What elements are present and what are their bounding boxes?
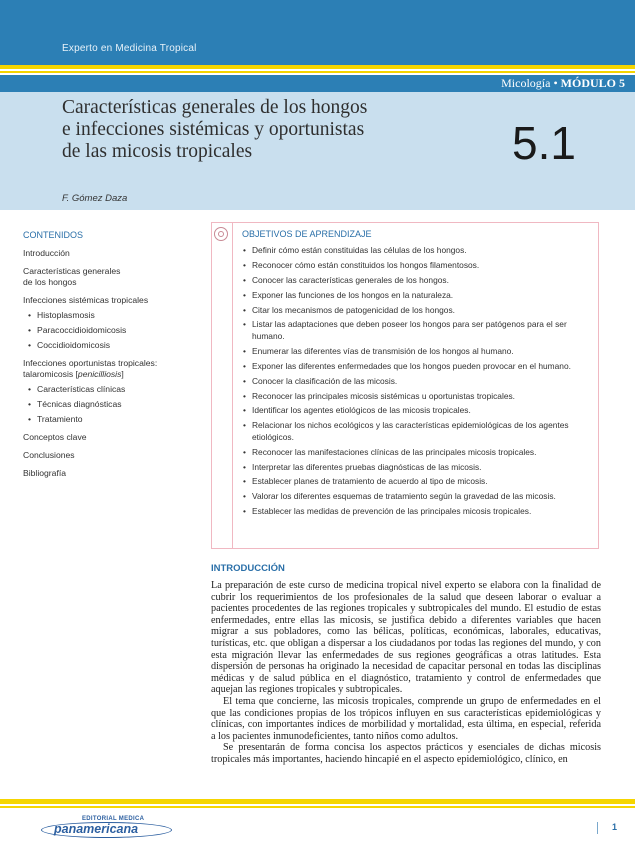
objective-item: • Conocer la clasificación de las micosis. [242, 376, 582, 388]
module-label [501, 76, 625, 91]
chapter-number: 5.1 [512, 117, 576, 169]
page-separator [597, 822, 598, 834]
objective-item: • Interpretar las diferentes pruebas diagnósticas de las micosis. [242, 462, 582, 474]
objective-item: • Exponer las funciones de los hongos en la naturaleza. [242, 290, 582, 302]
toc-subitem[interactable]: • Coccidioidomicosis [23, 340, 183, 351]
objective-item: • Establecer las medidas de prevención de las principales micosis tropicales. [242, 506, 582, 518]
toc-item[interactable]: Conclusiones [23, 450, 75, 460]
objective-item: • Listar las adaptaciones que deben poseer los hongos para ser patógenos para el ser humano. [242, 319, 582, 342]
objectives-divider [232, 223, 233, 548]
objectives-list [242, 245, 582, 521]
footer-yellow-stripe [0, 799, 635, 804]
toc-item[interactable]: Bibliografía [23, 468, 66, 478]
chapter-author: F. Gómez Daza [62, 193, 128, 204]
toc-heading: CONTENIDOS [23, 230, 84, 240]
chapter-title-line: e infecciones sistémicas y oportunistas [62, 119, 365, 140]
module-separator: • [553, 76, 558, 90]
toc-subitem[interactable]: • Características clínicas [23, 384, 183, 395]
chapter-title-line: de las micosis tropicales [62, 141, 253, 162]
objective-item: • Definir cómo están constituidas las células de los hongos. [242, 245, 582, 257]
chapter-title-line: Características generales de los hongos [62, 97, 368, 118]
toc-subitem[interactable]: • Tratamiento [23, 414, 183, 425]
toc-subitem[interactable]: • Histoplasmosis [23, 310, 183, 321]
toc-item[interactable]: Infecciones oportunistas tropicales: talaromicosis [penicilliosis] [23, 358, 158, 379]
objective-item: • Establecer planes de tratamiento de acuerdo al tipo de micosis. [242, 476, 582, 488]
objective-item: • Citar los mecanismos de patogenicidad de los hongos. [242, 305, 582, 317]
objective-item: • Reconocer las principales micosis sistémicas u oportunistas tropicales. [242, 391, 582, 403]
objective-item: • Valorar los diferentes esquemas de tratamiento según la gravedad de las micosis. [242, 491, 582, 503]
body-paragraph: La preparación de este curso de medicina tropical nivel experto se elabora con la finalidad de cubrir los requerimientos de los profesionales de la salud que deseen laborar o evaluar a pacientes procedentes de las regiones tropicales y subtropicales del mundo. El estudio de estas enfermedades, entre ellas las micosis, se justifica debido a diferentes variables que hacen migrar a sus pobladores, como las bélicas, políticas, económicas, laborales, educativas, turísticas, etc. que obligan a dispersar a los ciudadanos por todas las regiones del mundo, y con esta migración llevar las enfermedades de sus regiones geográficas a otras latitudes. Esta dispersión de personas ha originado la necesidad de capacitar personal en todas las disciplinas médicas y de salud pública en el diagnóstico, tratamiento y control de enfermedades que aquejan las regiones tropicales y subtropicales. [211, 580, 601, 696]
module-subject: Micología [501, 76, 551, 90]
top-banner [0, 0, 635, 65]
page-number: 1 [612, 822, 618, 832]
top-yellow-stripe [0, 65, 635, 69]
toc-item[interactable]: Infecciones sistémicas tropicales [23, 295, 149, 305]
objective-item: • Reconocer las manifestaciones clínicas de las principales micosis tropicales. [242, 447, 582, 459]
module-number: MÓDULO 5 [560, 76, 625, 90]
toc-item[interactable]: Introducción [23, 248, 70, 258]
body-paragraph: El tema que concierne, las micosis tropicales, comprende un grupo de enfermedades en el que las condiciones propias de los trópicos influyen en sus características epidemiológicas y clínicas, con importantes índices de morbilidad y mortalidad, esta última, en especial, referida a los pacientes inmunodeficientes, tanto niños como adultos. [211, 695, 601, 742]
introduction-body [211, 580, 601, 766]
top-yellow-thin-stripe [0, 71, 635, 73]
target-icon [214, 227, 228, 241]
toc-subitem[interactable]: • Paracoccidioidomicosis [23, 325, 183, 336]
objective-item: • Reconocer cómo están constituidos los hongos filamentosos. [242, 260, 582, 272]
publisher-tagline: EDITORIAL MEDICA [82, 816, 145, 822]
objective-item: • Identificar los agentes etiológicos de las micosis tropicales. [242, 405, 582, 417]
table-of-contents [23, 230, 183, 486]
objective-item: • Exponer las diferentes enfermedades que los hongos pueden provocar en el humano. [242, 361, 582, 373]
series-title: Experto en Medicina Tropical [62, 43, 197, 54]
introduction-heading: INTRODUCCIÓN [211, 563, 285, 574]
body-paragraph: Se presentarán de forma concisa los aspectos prácticos y esenciales de dichas micosis tropicales más importantes, haciendo hincapié en el aspecto epidemiológico, clínico, en [211, 742, 601, 765]
chapter-title [62, 97, 442, 163]
toc-item[interactable]: Características generales de los hongos [23, 266, 121, 287]
footer-yellow-thin-stripe [0, 806, 635, 808]
publisher-logo: panamericana [54, 822, 139, 836]
objectives-heading: OBJETIVOS DE APRENDIZAJE [242, 229, 372, 239]
objective-item: • Relacionar los nichos ecológicos y las características epidemiológicas de los agentes etiológicos. [242, 420, 582, 443]
toc-item[interactable]: Conceptos clave [23, 432, 87, 442]
objective-item: • Enumerar las diferentes vías de transmisión de los hongos al humano. [242, 346, 582, 358]
toc-subitem[interactable]: • Técnicas diagnósticas [23, 399, 183, 410]
objective-item: • Conocer las características generales de los hongos. [242, 275, 582, 287]
